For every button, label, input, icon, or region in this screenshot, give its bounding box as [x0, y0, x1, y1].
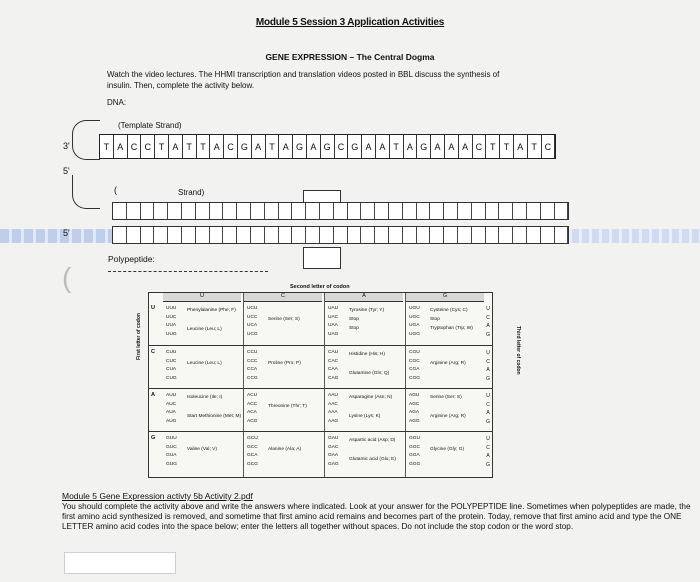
- blank-base-cell[interactable]: [141, 203, 155, 219]
- blank-base-cell[interactable]: [430, 227, 444, 243]
- codon: CAU: [328, 350, 339, 355]
- third-letter-list: [486, 435, 490, 470]
- question-text: You should complete the activity above and write the answers where indicated. Look at your answer for the POLYPEPTIDE line. Sometimes when polypeptides are made, the first amino acid synthesized is removed, and sometime that first amino acid remains and becomes part of the protein. Today, remove that first amino acid and type the ONE LETTER amino acid codes into the space below; enter the letters all together without spaces. Do not include the stop codon or the word stop.: [62, 502, 691, 532]
- third-letter: G: [486, 376, 490, 383]
- blank-base-cell[interactable]: [334, 203, 348, 219]
- blank-base-cell[interactable]: [127, 227, 141, 243]
- codon-list: [409, 392, 420, 426]
- blank-base-cell[interactable]: [430, 203, 444, 219]
- five-prime-mrna-label: 5': [63, 228, 70, 238]
- blank-base-cell[interactable]: [279, 203, 293, 219]
- codon: ACC: [247, 401, 258, 407]
- codon: CCU: [247, 350, 258, 355]
- codon-column-header: C: [244, 293, 322, 302]
- codon: UGG: [409, 331, 420, 337]
- template-strand-label: (Template Strand): [118, 121, 182, 130]
- codon: CAC: [328, 358, 339, 364]
- codon: CGU: [409, 350, 420, 355]
- template-base: A: [404, 135, 418, 158]
- blank-base-cell[interactable]: [265, 203, 279, 219]
- codon-list: [328, 392, 338, 426]
- codon-list: [247, 349, 258, 383]
- codon: GUC: [166, 444, 177, 450]
- amino-acid-label: Glycine (Gly; G): [430, 447, 465, 452]
- template-base: T: [528, 135, 542, 158]
- blank-base-cell[interactable]: [182, 227, 196, 243]
- blank-base-cell[interactable]: [237, 203, 251, 219]
- amino-acid-label: Stop: [349, 317, 359, 322]
- blank-base-cell[interactable]: [265, 227, 279, 243]
- blank-base-cell[interactable]: [375, 203, 389, 219]
- codon-list: [409, 305, 420, 339]
- codon: AAC: [328, 401, 338, 407]
- first-letter-title: First letter of codon: [136, 313, 142, 360]
- codon-row-letter: U: [151, 305, 155, 311]
- codon: UGA: [409, 323, 420, 329]
- amino-acid-label: Glutamic acid (Glu; E): [349, 457, 396, 462]
- third-letter: A: [486, 410, 490, 417]
- blank-base-cell[interactable]: [168, 227, 182, 243]
- codon: AUU: [166, 393, 177, 398]
- blank-base-cell[interactable]: [389, 203, 403, 219]
- template-base: G: [293, 135, 307, 158]
- template-base: A: [114, 135, 128, 158]
- codon: GCA: [247, 453, 258, 459]
- third-letter: A: [486, 367, 490, 374]
- blank-base-cell[interactable]: [486, 227, 500, 243]
- amino-acid-label: Lysine (Lys; K): [349, 414, 381, 419]
- codon: UUG: [166, 331, 177, 337]
- amino-acid-label: Alanine (Ala; A): [268, 447, 302, 452]
- third-letter-list: [486, 392, 490, 427]
- blank-base-cell[interactable]: [251, 227, 265, 243]
- codon: UAA: [328, 323, 338, 329]
- third-letter: G: [486, 462, 490, 469]
- mrna-strand-blanks[interactable]: [112, 226, 569, 244]
- template-base: A: [514, 135, 528, 158]
- blank-base-cell[interactable]: [555, 203, 569, 219]
- blank-base-cell[interactable]: [361, 227, 375, 243]
- amino-acid-label: Proline (Pro; P): [268, 361, 301, 366]
- codon: GGU: [409, 436, 420, 441]
- blank-base-cell[interactable]: [444, 227, 458, 243]
- decorative-band-left: [0, 229, 112, 243]
- blank-base-cell[interactable]: [196, 227, 210, 243]
- codon-list: [166, 305, 177, 339]
- third-letter: A: [486, 453, 490, 460]
- blank-base-cell[interactable]: [127, 203, 141, 219]
- codon-list: [409, 349, 420, 383]
- blank-base-cell[interactable]: [196, 203, 210, 219]
- template-base: T: [155, 135, 169, 158]
- third-letter: C: [486, 358, 490, 365]
- template-base: A: [431, 135, 445, 158]
- blank-base-cell[interactable]: [154, 203, 168, 219]
- codon: GUA: [166, 453, 177, 459]
- codon: CUG: [166, 375, 177, 381]
- codon: AGU: [409, 393, 420, 398]
- amino-acid-label: Serine (Ser; S): [430, 395, 462, 400]
- blank-base-cell[interactable]: [541, 203, 555, 219]
- codon: CGC: [409, 358, 420, 364]
- template-base: A: [459, 135, 473, 158]
- codon: GAC: [328, 444, 339, 450]
- third-letter: U: [486, 436, 490, 442]
- codon: CGG: [409, 375, 420, 381]
- codon: CUA: [166, 367, 177, 373]
- complement-open-paren: (: [114, 185, 117, 195]
- blank-base-cell[interactable]: [486, 203, 500, 219]
- table-divider: [324, 293, 325, 477]
- complement-strand-blanks[interactable]: [112, 202, 569, 220]
- codon: ACA: [247, 410, 257, 416]
- template-base: G: [417, 135, 431, 158]
- codon: GAA: [328, 453, 339, 459]
- amino-acid-label: Leucine (Leu; L): [187, 327, 222, 332]
- blank-base-cell[interactable]: [292, 227, 306, 243]
- blank-base-cell[interactable]: [334, 227, 348, 243]
- template-strand: [99, 134, 556, 159]
- amino-acid-label: Phenylalanine (Phe; F): [187, 308, 236, 313]
- amino-acid-label: Isoleucine (Ile; I): [187, 395, 223, 400]
- codon: UCC: [247, 314, 258, 320]
- codon: UGC: [409, 314, 420, 320]
- amino-acid-label: Stop: [349, 326, 359, 331]
- codon: GAU: [328, 436, 339, 441]
- table-divider: [149, 345, 492, 346]
- codon: GCG: [247, 461, 258, 467]
- blank-base-cell[interactable]: [527, 227, 541, 243]
- codon-list: [328, 349, 338, 383]
- codon: AAA: [328, 410, 338, 416]
- codon: GUU: [166, 436, 177, 441]
- codon-row-letter: C: [151, 349, 155, 355]
- codon: ACU: [247, 393, 258, 398]
- answer-input[interactable]: [64, 552, 176, 574]
- codon: AGC: [409, 401, 420, 407]
- codon-list: [328, 305, 338, 339]
- blank-base-cell[interactable]: [348, 203, 362, 219]
- codon: AAG: [328, 418, 339, 424]
- codon-row-letter: A: [151, 392, 155, 398]
- third-letter: C: [486, 401, 490, 408]
- template-base: G: [321, 135, 335, 158]
- codon-row-letter: G: [151, 435, 156, 441]
- codon: AUC: [166, 401, 177, 407]
- codon: UUA: [166, 323, 177, 329]
- codon-column-header: U: [163, 293, 241, 302]
- third-letter-list: [486, 305, 490, 340]
- codon: UUC: [166, 314, 177, 320]
- third-letter-title: Third letter of codon: [515, 326, 521, 375]
- template-base: G: [238, 135, 252, 158]
- three-prime-end-label: 3': [63, 141, 70, 151]
- codon: CUU: [166, 350, 177, 355]
- codon-column-header: A: [325, 293, 403, 302]
- third-letter: C: [486, 314, 490, 321]
- codon: GGC: [409, 444, 420, 450]
- amino-acid-label: Arginine (Arg; R): [430, 414, 466, 419]
- template-base: A: [376, 135, 390, 158]
- blank-base-cell[interactable]: [251, 203, 265, 219]
- codon-list: [247, 305, 258, 339]
- template-base: A: [210, 135, 224, 158]
- codon: GGG: [409, 461, 421, 467]
- blank-base-cell[interactable]: [113, 203, 127, 219]
- third-letter: U: [486, 393, 490, 399]
- codon-table: [148, 292, 493, 478]
- polypeptide-label: Polypeptide:: [108, 254, 155, 264]
- blank-base-cell[interactable]: [417, 227, 431, 243]
- template-base: A: [252, 135, 266, 158]
- amino-acid-label: Histidine (His; H): [349, 352, 385, 357]
- template-base: C: [335, 135, 349, 158]
- codon: CCG: [247, 375, 258, 381]
- template-base: C: [542, 135, 556, 158]
- blank-base-cell[interactable]: [458, 227, 472, 243]
- template-base: A: [445, 135, 459, 158]
- codon-list: [166, 392, 176, 426]
- instructions-text: Watch the video lectures. The HHMI transcription and translation videos posted in BBL discuss the synthesis of insulin. Then, complete the activity below.: [107, 70, 500, 90]
- codon: CCC: [247, 358, 258, 364]
- codon: AUA: [166, 410, 176, 416]
- blank-base-cell[interactable]: [113, 227, 127, 243]
- blank-base-cell[interactable]: [499, 203, 513, 219]
- codon: GCU: [247, 436, 258, 441]
- codon: AGG: [409, 418, 420, 424]
- section-title: GENE EXPRESSION – The Central Dogma: [265, 52, 435, 62]
- blank-base-cell[interactable]: [154, 227, 168, 243]
- codon-column-header: G: [406, 293, 484, 302]
- codon: ACG: [247, 418, 258, 424]
- template-base: C: [224, 135, 238, 158]
- template-base: C: [128, 135, 142, 158]
- template-base: T: [390, 135, 404, 158]
- blank-base-cell[interactable]: [472, 227, 486, 243]
- codon: GCC: [247, 444, 258, 450]
- codon-list: [247, 435, 258, 469]
- template-base: T: [266, 135, 280, 158]
- blank-base-cell[interactable]: [403, 203, 417, 219]
- strand-bracket-bottom: [72, 175, 100, 209]
- codon: UAU: [328, 306, 339, 311]
- amino-acid-label: Leucine (Leu; L): [187, 361, 222, 366]
- amino-acid-label: Start Methionine (Met; M): [187, 414, 242, 419]
- template-base: G: [348, 135, 362, 158]
- third-letter: U: [486, 306, 490, 312]
- blank-base-cell[interactable]: [306, 227, 320, 243]
- amino-acid-label: Asparagine (Asn; N): [349, 395, 393, 400]
- blank-base-cell[interactable]: [375, 227, 389, 243]
- polypeptide-answer-line[interactable]: [108, 271, 268, 272]
- template-base: T: [197, 135, 211, 158]
- codon: UCG: [247, 331, 258, 337]
- codon: UAC: [328, 314, 339, 320]
- template-base: C: [141, 135, 155, 158]
- blank-base-cell[interactable]: [223, 227, 237, 243]
- blank-base-cell[interactable]: [513, 203, 527, 219]
- blank-base-cell[interactable]: [403, 227, 417, 243]
- codon-list: [328, 435, 339, 469]
- blank-base-cell[interactable]: [292, 203, 306, 219]
- codon: GAG: [328, 461, 339, 467]
- blank-base-cell[interactable]: [541, 227, 555, 243]
- blank-base-cell[interactable]: [361, 203, 375, 219]
- codon: UGU: [409, 306, 420, 311]
- template-base: A: [279, 135, 293, 158]
- template-base: T: [183, 135, 197, 158]
- amino-acid-label: Threonine (Thr; T): [268, 404, 307, 409]
- table-divider: [149, 388, 492, 389]
- codon: CUC: [166, 358, 177, 364]
- page-title: Module 5 Session 3 Application Activities: [255, 17, 445, 28]
- codon: UCA: [247, 323, 258, 329]
- five-prime-end-label: 5': [63, 166, 70, 176]
- blank-base-cell[interactable]: [472, 203, 486, 219]
- blank-base-cell[interactable]: [182, 203, 196, 219]
- dna-label: DNA:: [107, 98, 127, 107]
- codon: GGA: [409, 453, 420, 459]
- blank-base-cell[interactable]: [306, 203, 320, 219]
- codon: UAG: [328, 331, 339, 337]
- amino-acid-label: Arginine (Arg; R): [430, 361, 466, 366]
- codon: CCA: [247, 367, 258, 373]
- blank-base-cell[interactable]: [499, 227, 513, 243]
- blank-base-cell[interactable]: [513, 227, 527, 243]
- template-base: A: [307, 135, 321, 158]
- blank-base-cell[interactable]: [444, 203, 458, 219]
- codon: GUG: [166, 461, 177, 467]
- second-letter-title: Second letter of codon: [290, 284, 350, 290]
- third-letter: A: [486, 323, 490, 330]
- third-letter: C: [486, 444, 490, 451]
- blank-base-cell[interactable]: [417, 203, 431, 219]
- blank-base-cell[interactable]: [168, 203, 182, 219]
- codon: UCU: [247, 306, 258, 311]
- blank-base-cell[interactable]: [210, 227, 224, 243]
- template-base: A: [169, 135, 183, 158]
- codon-list: [409, 435, 420, 469]
- amino-acid-label: Aspartic acid (Asp; D): [349, 438, 396, 443]
- template-base: T: [100, 135, 114, 158]
- third-letter-list: [486, 349, 490, 384]
- codon: AGA: [409, 410, 420, 416]
- blank-base-cell[interactable]: [458, 203, 472, 219]
- codon: CAG: [328, 375, 339, 381]
- amino-acid-label: Stop: [430, 317, 440, 322]
- codon: CGA: [409, 367, 420, 373]
- blank-base-cell[interactable]: [555, 227, 569, 243]
- pdf-file-link[interactable]: Module 5 Gene Expression activty 5b Activity 2.pdf: [62, 491, 253, 501]
- codon-list: [166, 435, 177, 469]
- codon: AUG: [166, 418, 177, 424]
- codon-list: [247, 392, 257, 426]
- blank-base-cell[interactable]: [223, 203, 237, 219]
- codon: AAU: [328, 393, 338, 398]
- table-divider: [243, 293, 244, 477]
- template-base: C: [473, 135, 487, 158]
- blank-base-cell[interactable]: [527, 203, 541, 219]
- table-divider: [149, 431, 492, 432]
- amino-acid-label: Cysteine (Cys; C): [430, 308, 468, 313]
- blank-base-cell[interactable]: [348, 227, 362, 243]
- amino-acid-label: Tyrosine (Tyr; Y): [349, 308, 385, 313]
- blank-base-cell[interactable]: [237, 227, 251, 243]
- third-letter: G: [486, 419, 490, 426]
- answer-box-mrna[interactable]: [303, 247, 341, 269]
- amino-acid-label: Valine (Val; V): [187, 447, 217, 452]
- blank-base-cell[interactable]: [320, 203, 334, 219]
- blank-base-cell[interactable]: [210, 203, 224, 219]
- third-letter: U: [486, 350, 490, 356]
- amino-acid-label: Serine (Ser; S): [268, 317, 300, 322]
- paren-decoration: (: [62, 262, 72, 293]
- template-base: T: [486, 135, 500, 158]
- amino-acid-label: Tryptophan (Trp; W): [430, 326, 473, 331]
- blank-base-cell[interactable]: [279, 227, 293, 243]
- template-base: T: [500, 135, 514, 158]
- template-base: A: [362, 135, 376, 158]
- amino-acid-label: Glutamine (Gln; Q): [349, 371, 390, 376]
- third-letter: G: [486, 332, 490, 339]
- codon-list: [166, 349, 177, 383]
- complement-strand-label: Strand): [178, 188, 205, 197]
- codon: CAA: [328, 367, 338, 373]
- blank-base-cell[interactable]: [320, 227, 334, 243]
- blank-base-cell[interactable]: [389, 227, 403, 243]
- codon: UUU: [166, 306, 177, 311]
- table-divider: [405, 293, 406, 477]
- strand-bracket-top: [72, 120, 100, 160]
- blank-base-cell[interactable]: [141, 227, 155, 243]
